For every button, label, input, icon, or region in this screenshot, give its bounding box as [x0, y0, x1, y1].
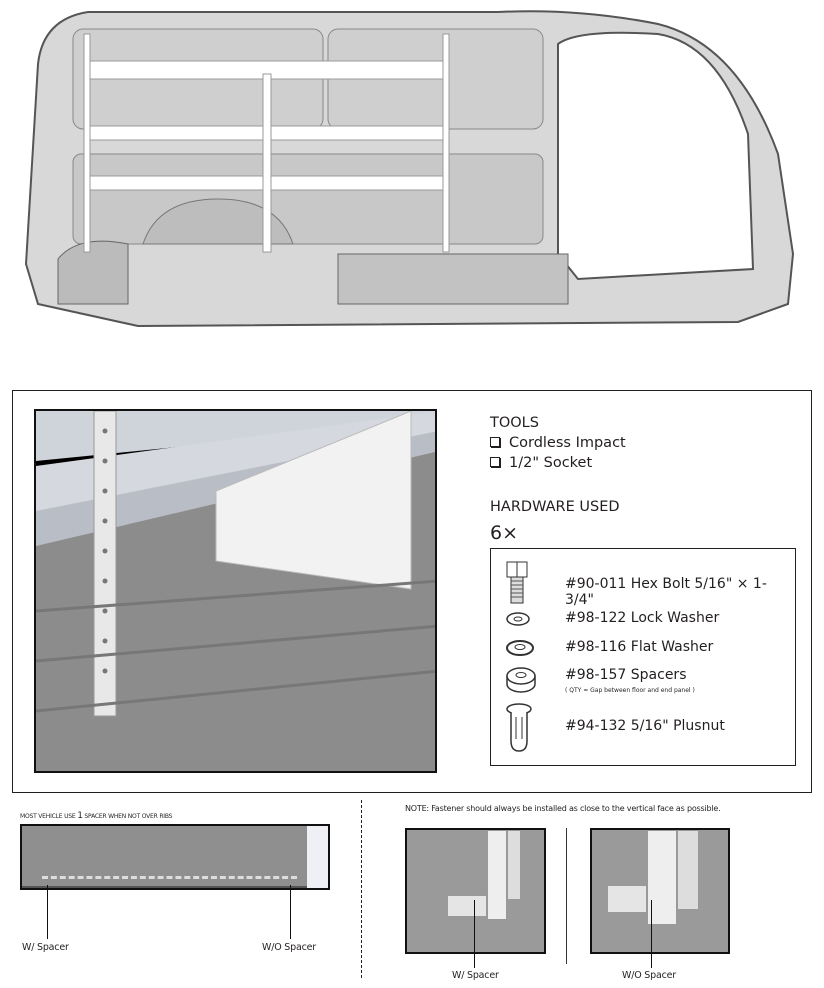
without-spacer-label: W/O Spacer: [622, 970, 676, 981]
with-spacer-label: W/ Spacer: [452, 970, 499, 981]
spacer-icon: [505, 664, 537, 694]
checkbox-icon: [490, 437, 500, 447]
without-spacer-label: W/O Spacer: [262, 942, 316, 953]
with-spacer-label: W/ Spacer: [22, 942, 69, 953]
lock-washer-icon: [505, 611, 531, 627]
hardware-heading: HARDWARE USED: [490, 499, 620, 515]
tool-item: [490, 453, 626, 473]
plusnut-icon: [505, 703, 533, 755]
shelf-end-panel-photo: [34, 409, 437, 773]
tool-label: 1/2" Socket: [509, 455, 593, 471]
hardware-item-label: #90-011 Hex Bolt 5/16" × 1-3/4": [565, 576, 767, 608]
hardware-item-label: #98-157 Spacers: [565, 667, 687, 683]
section-divider: [361, 800, 362, 978]
without-spacer-detail-photo: [590, 828, 730, 954]
end-panel-spacer-photo: [20, 824, 330, 890]
image-divider: [566, 828, 567, 964]
hardware-item-label: #98-122 Lock Washer: [565, 610, 720, 626]
with-spacer-detail-photo: [405, 828, 546, 954]
hex-bolt-icon: [505, 561, 529, 605]
tool-item: [490, 433, 626, 453]
hardware-item-label: #94-132 5/16" Plusnut: [565, 718, 725, 734]
hardware-list: [490, 548, 796, 766]
tools-list: [490, 413, 626, 473]
checkbox-icon: [490, 457, 500, 467]
spacer-note: MOST VEHICLE USE 1 SPACER WHEN NOT OVER RIBS: [20, 811, 173, 821]
tools-heading: TOOLS: [490, 415, 539, 431]
fastener-note: NOTE: Fastener should always be installed as close to the vertical face as possible.: [405, 804, 721, 813]
van-shelving-diagram: [18, 4, 808, 332]
spacer-quantity-note: ( QTY = Gap between floor and end panel ): [565, 687, 695, 694]
hardware-item-label: #98-116 Flat Washer: [565, 639, 714, 655]
flat-washer-icon: [505, 639, 535, 657]
tool-label: Cordless Impact: [509, 435, 626, 451]
hardware-quantity: 6×: [490, 522, 519, 544]
